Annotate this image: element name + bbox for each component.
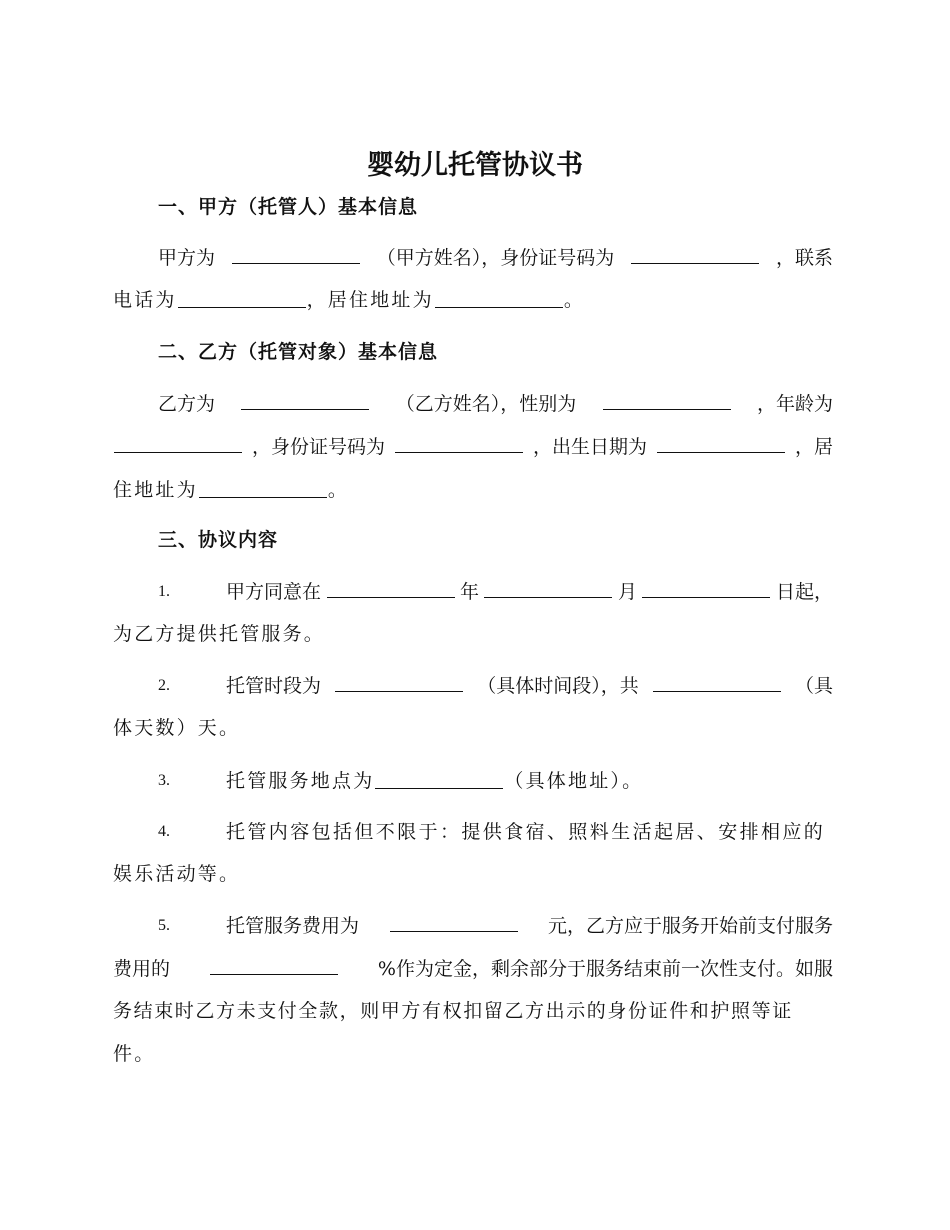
section-1-line-1 [158, 243, 833, 273]
section-3-heading: 三、协议内容 [158, 529, 279, 551]
text: 住地址为 [113, 479, 198, 501]
section-1-line-2 [113, 285, 833, 315]
fill-blank [603, 389, 731, 410]
fill-blank [657, 432, 785, 453]
item-5-line-4: 件。 [113, 1043, 156, 1065]
section-2-line-2 [113, 432, 833, 462]
text: 甲方为 [158, 247, 216, 269]
item-2-line-2: 体天数）天。 [113, 717, 241, 739]
text: %作为定金，剩余部分于服务结束前一次性支付。如服 [377, 958, 833, 980]
text: （乙方姓名），性别为 [395, 393, 577, 415]
text: ，居住地址为 [306, 289, 434, 311]
fill-blank [199, 477, 327, 498]
fill-blank [435, 287, 563, 308]
item-3-line-1 [226, 766, 833, 796]
fill-blank [375, 768, 503, 789]
fill-blank [178, 287, 306, 308]
fill-blank [241, 389, 369, 410]
text: ，居 [794, 436, 833, 458]
fill-blank [114, 432, 242, 453]
fill-blank [484, 577, 612, 598]
item-number: 5. [158, 917, 170, 934]
text: 托管服务地点为 [226, 770, 375, 792]
item-5-line-1 [226, 911, 833, 941]
text: ，身份证号码为 [251, 436, 385, 458]
section-2-heading: 二、乙方（托管对象）基本信息 [158, 341, 439, 363]
fill-blank [390, 911, 518, 932]
item-1-line-1 [226, 577, 833, 607]
document-title: 婴幼儿托管协议书 [367, 150, 583, 181]
item-2-line-1 [226, 671, 833, 701]
text: 月 [617, 581, 637, 603]
text: （具体时间段），共 [477, 675, 639, 697]
fill-blank [327, 577, 455, 598]
item-4-line-1: 托管内容包括但不限于：提供食宿、照料生活起居、安排相应的 [226, 821, 826, 843]
section-2-line-3 [113, 475, 833, 505]
fill-blank [335, 671, 463, 692]
text: 乙方为 [158, 393, 216, 415]
text: 电话为 [113, 289, 177, 311]
fill-blank [210, 954, 338, 975]
text: 托管时段为 [226, 675, 322, 697]
item-5-line-3: 务结束时乙方未支付全款，则甲方有权扣留乙方出示的身份证件和护照等证 [113, 1000, 793, 1022]
item-number: 4. [158, 823, 170, 840]
text: ，联系 [775, 247, 833, 269]
text: 。 [563, 289, 586, 311]
section-2-line-1 [158, 389, 833, 419]
item-1-line-2: 为乙方提供托管服务。 [113, 623, 326, 645]
text: 甲方同意在 [226, 581, 322, 603]
text: ，年龄为 [756, 393, 833, 415]
item-number: 1. [158, 583, 170, 600]
fill-blank [642, 577, 770, 598]
fill-blank [395, 432, 523, 453]
fill-blank [653, 671, 781, 692]
item-number: 2. [158, 677, 170, 694]
text: （甲方姓名），身份证号码为 [376, 247, 615, 269]
text: 日起， [775, 581, 833, 603]
text: 。 [327, 479, 350, 501]
item-number: 3. [158, 772, 170, 789]
text: ，出生日期为 [532, 436, 647, 458]
item-5-line-2 [113, 954, 833, 984]
text: （具 [794, 675, 833, 697]
text: 费用的 [113, 958, 171, 980]
text: 元，乙方应于服务开始前支付服务 [547, 915, 833, 937]
text: 托管服务费用为 [226, 915, 360, 937]
text: （具体地址）。 [504, 770, 644, 792]
section-1-heading: 一、甲方（托管人）基本信息 [158, 196, 419, 218]
fill-blank [232, 243, 360, 264]
fill-blank [631, 243, 759, 264]
text: 年 [459, 581, 479, 603]
item-4-line-2: 娱乐活动等。 [113, 863, 241, 885]
